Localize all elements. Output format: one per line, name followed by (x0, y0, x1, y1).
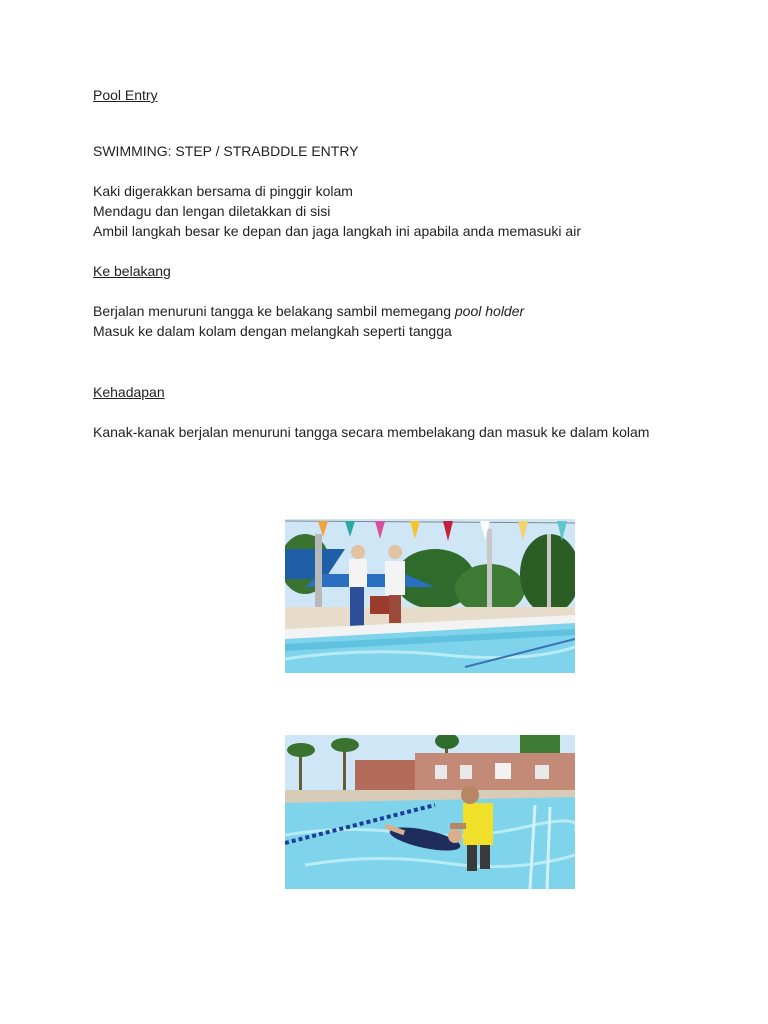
back-line-2: Masuk ke dalam kolam dengan melangkah seperti tangga (93, 323, 452, 339)
back-line-1 (93, 301, 524, 321)
document-title: Pool Entry (93, 87, 158, 103)
back-line-1-text: Berjalan menuruni tangga ke belakang sambil memegang (93, 303, 455, 319)
child-entry-illustration (285, 735, 575, 889)
subheading-front: Kehadapan (93, 384, 165, 400)
pool-side-illustration (285, 519, 575, 673)
child-entry-photo (285, 735, 575, 889)
step-line-1: Kaki digerakkan bersama di pinggir kolam (93, 183, 353, 199)
subheading-back: Ke belakang (93, 263, 171, 279)
step-line-2: Mendagu dan lengan diletakkan di sisi (93, 203, 331, 219)
section-heading: SWIMMING: STEP / STRABDDLE ENTRY (93, 143, 359, 159)
front-paragraph: Kanak-kanak berjalan menuruni tangga secara membelakang dan masuk ke dalam kolam (93, 424, 650, 440)
back-line-1-italic: pool holder (454, 303, 525, 319)
pool-side-photo (285, 519, 575, 673)
step-line-3: Ambil langkah besar ke depan dan jaga langkah ini apabila anda memasuki air (93, 223, 581, 239)
